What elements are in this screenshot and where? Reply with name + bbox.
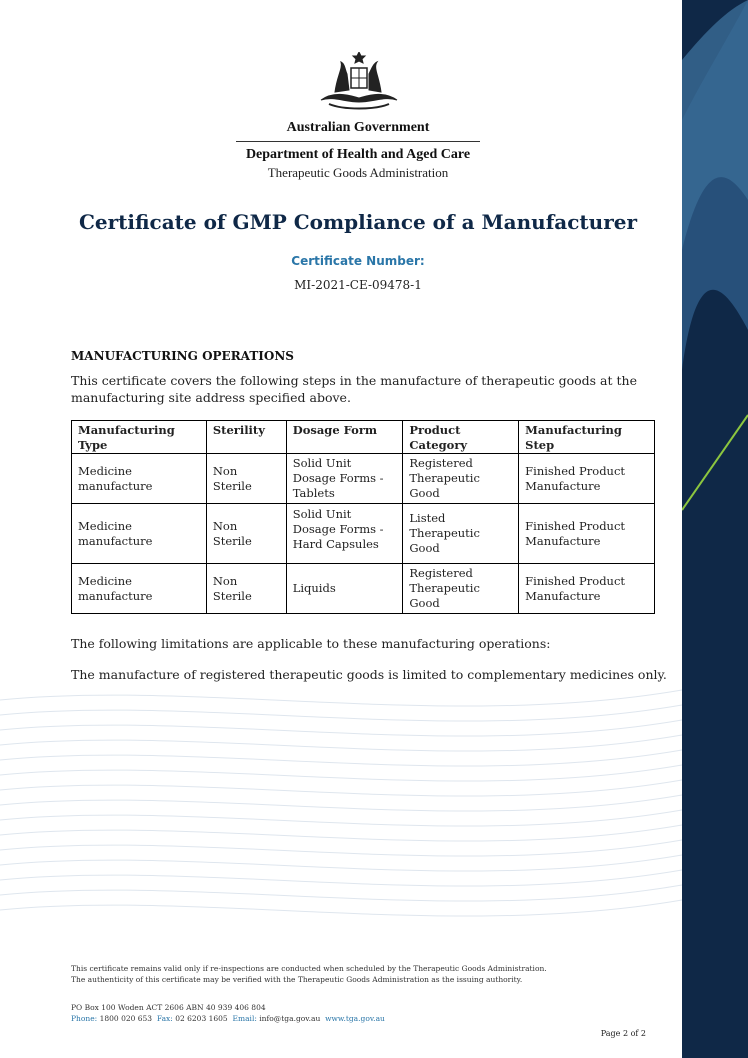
table-cell: Finished Product Manufacture (519, 504, 655, 564)
fax-number: 02 6203 1605 (175, 1014, 228, 1023)
column-header: Manufacturing Type (72, 421, 207, 454)
table-cell: Registered Therapeutic Good (403, 454, 519, 504)
table-row (72, 504, 655, 564)
table-cell: Solid Unit Dosage Forms - Tablets (286, 454, 403, 504)
section-heading: MANUFACTURING OPERATIONS (71, 349, 294, 363)
table-cell: Non Sterile (206, 454, 286, 504)
table-cell: Liquids (286, 564, 403, 614)
phone-number: 1800 020 653 (99, 1014, 153, 1023)
agency-name: Therapeutic Goods Administration (267, 165, 449, 180)
table-cell: Medicine manufacture (72, 504, 207, 564)
certificate-title: Certificate of GMP Compliance of a Manufacturer (78, 210, 638, 234)
table-cell: Solid Unit Dosage Forms - Hard Capsules (286, 504, 403, 564)
background-wave-pattern (0, 660, 682, 1058)
website-link[interactable]: www.tga.gov.au (325, 1014, 385, 1023)
validity-note: This certificate remains valid only if re-inspections are conducted when scheduled by the Therapeutic Goods Administration. (71, 964, 547, 973)
column-header: Manufacturing Step (519, 421, 655, 454)
table-cell: Listed Therapeutic Good (403, 504, 519, 564)
side-decorative-bar (682, 0, 748, 1058)
table-row (72, 454, 655, 504)
column-header: Sterility (206, 421, 286, 454)
header-divider (236, 141, 480, 142)
column-header: Product Category (403, 421, 519, 454)
section-intro: This certificate covers the following steps in the manufacture of therapeutic goods at the manufacturing site address specified above. (71, 373, 637, 405)
certificate-number-label: Certificate Number: (291, 254, 425, 268)
table-cell: Medicine manufacture (72, 454, 207, 504)
certificate-number: MI-2021-CE-09478-1 (294, 278, 422, 292)
phone-label: Phone: (71, 1014, 98, 1023)
contact-line (71, 1014, 385, 1023)
postal-address: PO Box 100 Woden ACT 2606 ABN 40 939 406 804 (71, 1003, 266, 1012)
table-cell: Non Sterile (206, 504, 286, 564)
email-label: Email: (232, 1014, 257, 1023)
table-cell: Finished Product Manufacture (519, 564, 655, 614)
table-cell: Finished Product Manufacture (519, 454, 655, 504)
table-cell: Non Sterile (206, 564, 286, 614)
limitations-text: The manufacture of registered therapeutic goods is limited to complementary medicines only. (71, 667, 667, 682)
government-name: Australian Government (286, 120, 430, 135)
table-header-row (72, 421, 655, 454)
department-name: Department of Health and Aged Care (245, 147, 471, 162)
coat-of-arms-icon (315, 52, 403, 114)
page-number: Page 2 of 2 (600, 1029, 646, 1038)
table-cell: Medicine manufacture (72, 564, 207, 614)
authenticity-note: The authenticity of this certificate may be verified with the Therapeutic Goods Administration as the issuing authority. (71, 975, 523, 984)
limitations-intro: The following limitations are applicable to these manufacturing operations: (71, 636, 551, 651)
email-link[interactable]: info@tga.gov.au (259, 1014, 321, 1023)
fax-label: Fax: (156, 1014, 173, 1023)
table-cell: Registered Therapeutic Good (403, 564, 519, 614)
operations-table (71, 420, 655, 614)
column-header: Dosage Form (286, 421, 403, 454)
table-row (72, 564, 655, 614)
